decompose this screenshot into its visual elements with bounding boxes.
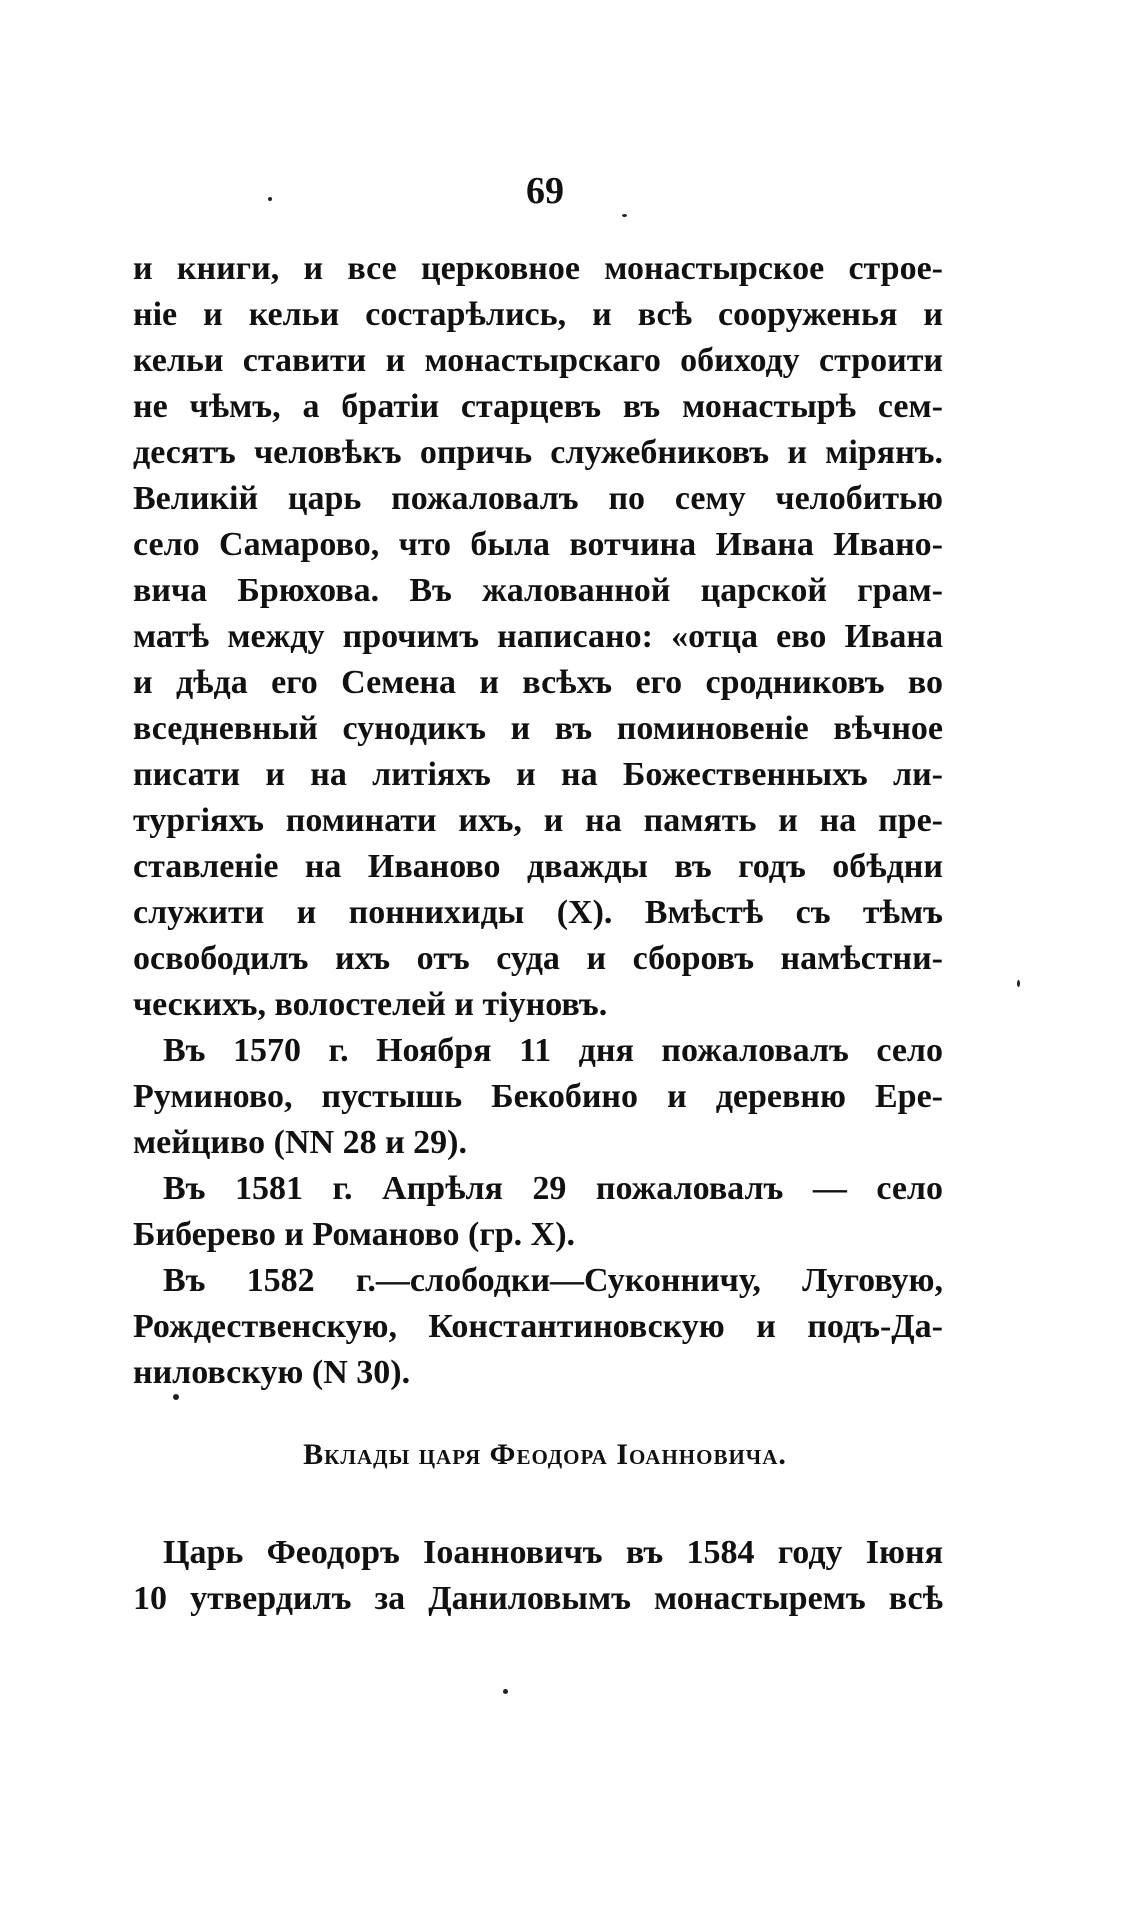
paragraph-3	[133, 1166, 943, 1258]
text-line: Въ 1582 г.—слободки—Суконничу, Луговую,	[163, 1262, 943, 1299]
text-line: вича Брюхова. Въ жалованной царской грам-	[133, 572, 943, 609]
page-number: 69	[526, 170, 564, 212]
text-line: Великiй царь пожаловалъ по сему челобитью	[133, 480, 943, 517]
text-line: десятъ человѣкъ опричь служебниковъ и мiрянъ.	[133, 434, 943, 471]
text-line: матѣ между прочимъ написано: «отца ево Ивана	[133, 618, 943, 655]
text-line: 10 утвердилъ за Даниловымъ монастыремъ всѣ	[133, 1580, 943, 1617]
text-line: вседневный сунодикъ и въ поминовенiе вѣчное	[133, 710, 943, 747]
paragraph-2	[133, 1028, 943, 1166]
scan-speck	[1017, 980, 1020, 987]
text-line: Въ 1581 г. Апрѣля 29 пожаловалъ — село	[163, 1170, 943, 1207]
text-line: и книги, и все церковное монастырское строе-	[133, 250, 943, 287]
text-line: село Самарово, что была вотчина Ивана Ивано-	[133, 526, 943, 563]
section-heading: Вклады царя Феодора Iоанновича.	[303, 1438, 787, 1471]
text-line: мейциво (NN 28 и 29).	[133, 1124, 467, 1161]
text-line: ниловскую (N 30).	[133, 1354, 411, 1391]
paragraph-4	[133, 1258, 943, 1396]
text-line: кельи ставити и монастырскаго обиходу строити	[133, 342, 943, 379]
text-line: освободилъ ихъ отъ суда и сборовъ намѣстни-	[133, 940, 943, 977]
text-line: ставленiе на Иваново дважды въ годъ обѣдни	[133, 848, 943, 885]
text-line: Руминово, пустышь Бекобино и деревню Ере-	[133, 1078, 943, 1115]
paragraph-1	[133, 246, 943, 1028]
text-line: Рождественскую, Константиновскую и подъ-Да-	[133, 1308, 943, 1345]
text-line: писати и на литiяхъ и на Божественныхъ ли-	[133, 756, 943, 793]
scan-speck	[503, 1689, 508, 1694]
scan-speck	[268, 197, 272, 201]
text-line: Въ 1570 г. Ноября 11 дня пожаловалъ село	[163, 1032, 943, 1069]
text-line: не чѣмъ, а братiи старцевъ въ монастырѣ сем-	[133, 388, 943, 425]
text-line: Биберево и Романово (гр. X).	[133, 1216, 576, 1253]
text-line: тургiяхъ поминати ихъ, и на память и на пре-	[133, 802, 943, 839]
text-line: ческихъ, волостелей и тiуновъ.	[133, 986, 608, 1023]
text-line: и дѣда его Семена и всѣхъ его сродниковъ во	[133, 664, 943, 701]
text-line: Царь Феодоръ Iоанновичъ въ 1584 году Iюня	[163, 1534, 943, 1571]
scan-speck	[622, 214, 627, 217]
text-line: служити и поннихиды (X). Вмѣстѣ съ тѣмъ	[133, 894, 943, 931]
scan-speck	[173, 1394, 179, 1400]
text-line: нiе и кельи состарѣлись, и всѣ сооруженья и	[133, 296, 943, 333]
paragraph-5	[133, 1530, 943, 1622]
